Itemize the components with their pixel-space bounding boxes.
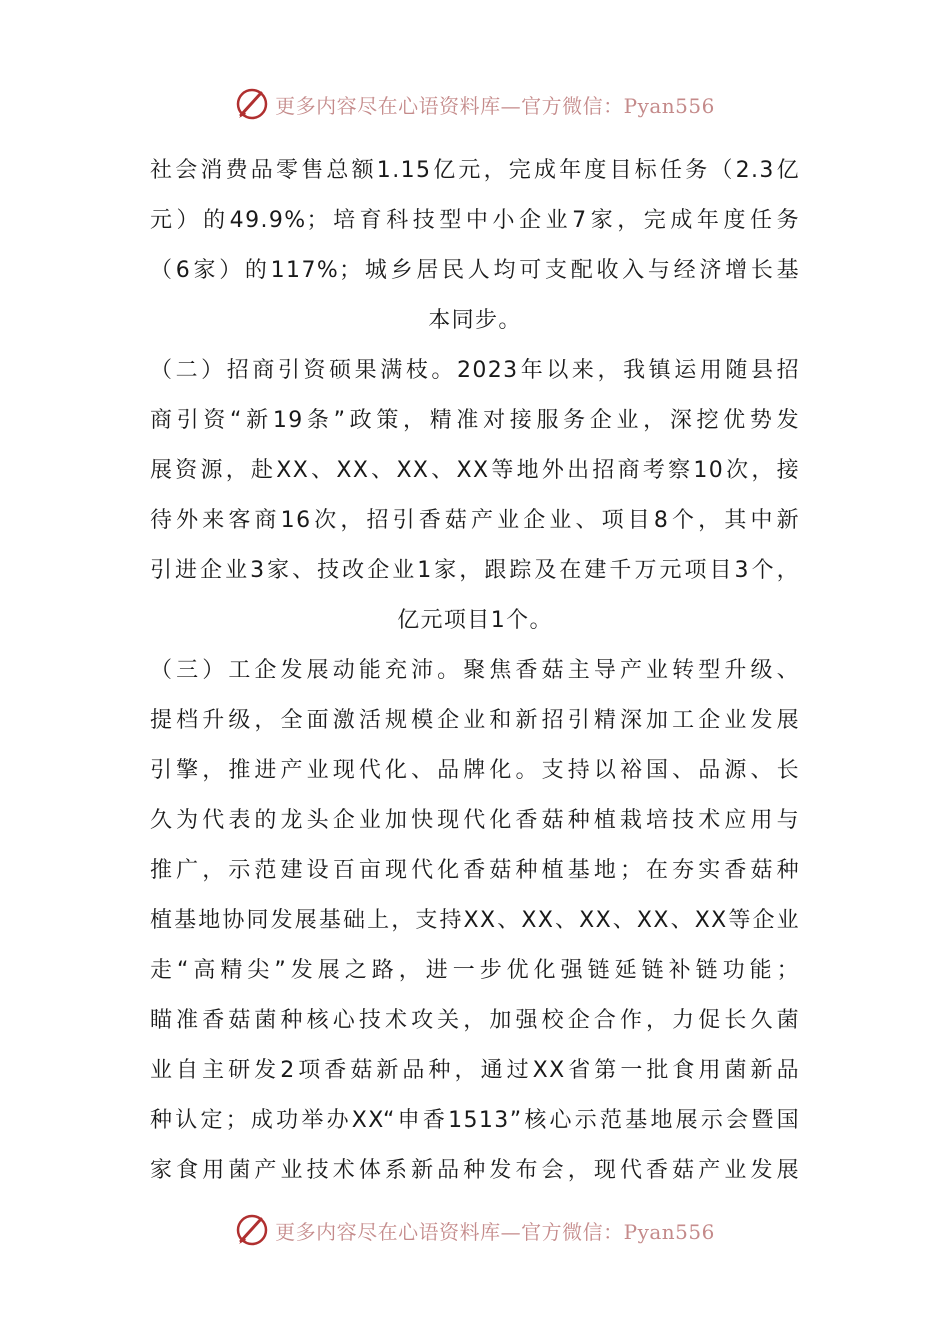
text-line: 久为代表的龙头企业加快现代化香菇种植栽培技术应用与 [150, 808, 800, 833]
text-line: 引擎，推进产业现代化、品牌化。支持以裕国、品源、长 [150, 758, 800, 783]
pen-logo-icon [235, 1213, 269, 1247]
text-line: 亿元项目1个。 [397, 608, 553, 633]
text-line: 家食用菌产业技术体系新品种发布会，现代香菇产业发展 [150, 1158, 800, 1183]
text-line: 瞄准香菇菌种核心技术攻关，加强校企合作，力促长久菌 [150, 1008, 800, 1033]
text-line: 展资源，赴XX、XX、XX、XX等地外出招商考察10次，接 [150, 458, 800, 483]
text-line: 引进企业3家、技改企业1家，跟踪及在建千万元项目3个， [150, 558, 800, 583]
text-line: 待外来客商16次，招引香菇产业企业、项目8个，其中新 [150, 508, 800, 533]
text-line: 本同步。 [428, 308, 522, 333]
watermark-text: 更多内容尽在心语资料库—官方微信：Pyan556 [275, 1219, 715, 1244]
pen-logo-icon [235, 87, 269, 121]
text-line: 业自主研发2项香菇新品种，通过XX省第一批食用菌新品 [150, 1058, 800, 1083]
document-body [150, 146, 800, 1196]
text-line: 商引资“新19条”政策，精准对接服务企业，深挖优势发 [150, 408, 800, 433]
text-line: （二）招商引资硕果满枝。2023年以来，我镇运用随县招 [150, 358, 800, 383]
watermark-text: 更多内容尽在心语资料库—官方微信：Pyan556 [275, 93, 715, 118]
text-line: 推广，示范建设百亩现代化香菇种植基地；在夯实香菇种 [150, 858, 800, 883]
text-line: 元）的49.9%；培育科技型中小企业7家，完成年度任务 [150, 208, 800, 233]
text-line: 社会消费品零售总额1.15亿元，完成年度目标任务（2.3亿 [150, 158, 800, 183]
text-line: 植基地协同发展基础上，支持XX、XX、XX、XX、XX等企业 [150, 908, 800, 933]
text-line: （三）工企发展动能充沛。聚焦香菇主导产业转型升级、 [150, 658, 800, 683]
text-line: （6家）的117%；城乡居民人均可支配收入与经济增长基 [150, 258, 800, 283]
text-line: 走“高精尖”发展之路，进一步优化强链延链补链功能； [150, 958, 800, 983]
watermark-footer [0, 1210, 950, 1250]
text-line: 提档升级，全面激活规模企业和新招引精深加工企业发展 [150, 708, 800, 733]
text-line: 种认定；成功举办XX“申香1513”核心示范基地展示会暨国 [150, 1108, 800, 1133]
watermark-header [0, 84, 950, 124]
